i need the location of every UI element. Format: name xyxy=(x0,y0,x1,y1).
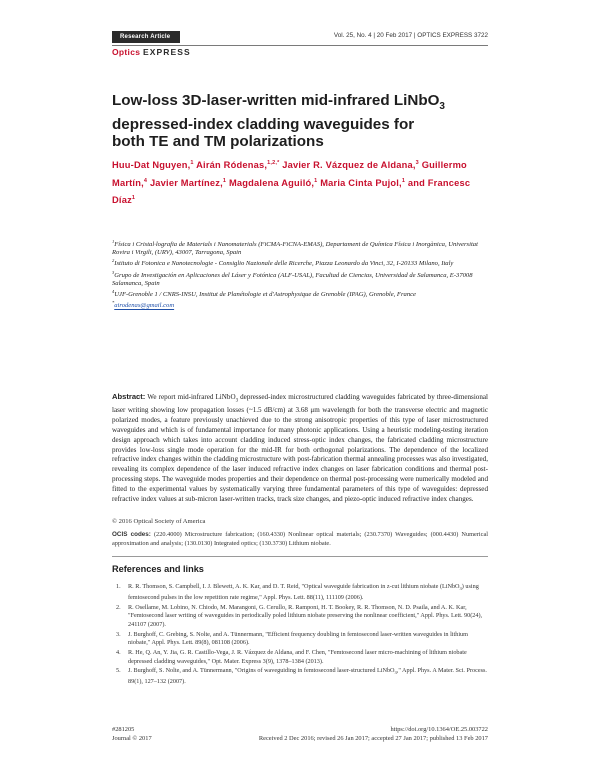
journal-logo xyxy=(112,47,191,57)
reference-text-continued: ," Appl. Phys. A Mater. Sci. Process. 89(1), 127–132 (2007). xyxy=(128,667,487,686)
reference-item xyxy=(112,583,488,602)
reference-subscript: 3 xyxy=(394,670,397,676)
header-rule xyxy=(112,45,488,46)
reference-text-continued: ) using femtosecond pulses in the low repetition rate regime," Appl. Phys. Lett. 88(11), 111109 (2006). xyxy=(128,583,479,601)
author: Magdalena Aguiló, xyxy=(228,177,315,188)
author: Huu-Dat Nguyen, xyxy=(112,160,191,171)
author-affiliation-mark: 1 xyxy=(222,177,227,184)
author-list xyxy=(112,156,488,209)
affiliation xyxy=(112,238,488,257)
reference-item xyxy=(112,604,488,630)
abstract xyxy=(112,392,488,505)
paper-title xyxy=(112,92,488,151)
ocis-codes xyxy=(112,531,488,548)
abstract-label: Abstract: xyxy=(112,392,146,401)
reference-number: 1. xyxy=(116,583,121,590)
journal-logo-express: EXPRESS xyxy=(142,47,191,57)
affiliation-mark: 3 xyxy=(112,269,115,275)
abstract-text-continued: depressed-index microstructured cladding waveguides fabricated by three-dimensional laser writing showing low propagation losses (~1.5 dB/cm) at 3.68 μm wavelength for both the transverse electric and magnetic polarized modes, a feature previously unachieved due to the strong anisotropic properties of this type of laser microstructured waveguides and which is of fundamental importance for many photonic applications. Using a heuristic modeling-testing iteration design approach which takes into account cladding induced stress-optic index changes, the fabricated cladding microstructure provides low-loss single mode operation for the mid-IR for both orthogonal polarizations. The dependence of the localized refractive index changes within the cladding microstructure with post-fabrication thermal annealing processes was also investigated, revealing its complex dependence of the laser induced refractive index changes on laser fabrication conditions and thermal post-processing steps. The waveguide modes properties and their dependence on thermal post-processing were numerically modeled and fitted to the experimental values by systematically varying three fundamental parameters of this type of waveguides: depressed refractive index values at sub-micron laser-written tracks, track size changes, and piezo-optic induced refractive index changes. xyxy=(112,393,489,503)
reference-text: R. He, Q. An, Y. Jia, G. R. Castillo-Vega, J. R. Vázquez de Aldana, and F. Chen, "Femtosecond laser micro-machining of lithium niobate depressed cladding waveguides," Opt. Mater. Express 3(9), 1378–1384 (2013). xyxy=(128,648,467,665)
author: and Francesc Díaz xyxy=(112,177,471,206)
footer-journal-year: Journal © 2017 xyxy=(112,735,152,742)
reference-text: R. R. Thomson, S. Campbell, I. J. Blewett, A. K. Kar, and D. T. Reid, "Optical waveguide fabrication in z-cut lithium niobate (LiNbO xyxy=(128,583,460,590)
footer-id: #281205 xyxy=(112,726,135,733)
affiliation-mark: 2 xyxy=(112,258,115,264)
author-affiliation-mark: 1 xyxy=(131,195,136,202)
affiliation xyxy=(112,288,488,299)
reference-item xyxy=(112,667,488,686)
author: Guillermo Martín, xyxy=(112,160,467,188)
author-affiliation-mark: 4 xyxy=(143,177,148,184)
references-heading: References and links xyxy=(112,564,204,574)
author-affiliation-mark: 1,2,* xyxy=(267,160,280,166)
reference-item xyxy=(112,631,488,648)
section-rule xyxy=(112,556,488,557)
reference-text: R. Osellame, M. Lobino, N. Chiodo, M. Marangoni, G. Cerullo, R. Ramponi, H. T. Bookey, R. R. Thomson, N. D. Psaila, and A. K. Kar, "Femtosecond laser writing of waveguides in periodically poled lithium niobate preserving the nonlinear coefficient," Appl. Phys. Lett. 90(24), 241107 (2007). xyxy=(128,603,483,628)
affiliation-text: Istituto di Fotonica e Nanotecnologie - Consiglio Nazionale delle Ricerche, Piazza Leonardo da Vinci, 32, I-20133 Milano, Italy xyxy=(114,260,454,268)
title-subscript: 3 xyxy=(439,101,445,113)
author: Javier Martínez, xyxy=(149,177,223,188)
author: Airán Ródenas, xyxy=(196,160,268,171)
reference-item xyxy=(112,649,488,666)
ocis-text: (220.4000) Microstructure fabrication; (160.4330) Nonlinear optical materials; (230.7370) Waveguides; (000.4430) Numerical approximation and analysis; (130.0130) Integrated optics; (130.3730) Lithium niobate. xyxy=(112,531,488,547)
author-affiliation-mark: 1 xyxy=(314,177,318,184)
copyright: © 2016 Optical Society of America xyxy=(112,518,206,525)
reference-number: 5. xyxy=(116,667,121,675)
article-type-badge: Research Article xyxy=(112,31,180,43)
title-line-3: both TE and TM polarizations xyxy=(112,133,324,151)
author: Maria Cinta Pujol, xyxy=(320,177,402,188)
reference-number: 2. xyxy=(116,603,121,611)
citation-line: Vol. 25, No. 4 | 20 Feb 2017 | OPTICS EXPRESS 3722 xyxy=(333,32,488,39)
reference-number: 4. xyxy=(116,648,121,656)
email-link[interactable]: airodenas@gmail.com xyxy=(114,302,175,310)
abstract-subscript: 3 xyxy=(235,398,239,404)
author: Javier R. Vázquez de Aldana, xyxy=(282,160,416,171)
author-affiliation-mark: 1 xyxy=(401,177,406,184)
references-list xyxy=(112,583,488,688)
affiliation xyxy=(112,269,488,288)
ocis-label: OCIS codes: xyxy=(112,531,151,538)
abstract-text: We report mid-infrared LiNbO xyxy=(145,393,236,401)
reference-subscript: 3 xyxy=(459,586,462,592)
corresponding-email xyxy=(112,299,488,310)
affiliation-text: Grupo de Investigación en Aplicaciones del Láser y Fotónica (ALF-USAL), Facultad de Ciencias, Universidad de Salamanca, E-37008 Salamanca, Spain xyxy=(112,271,473,287)
footer-dates: Received 2 Dec 2016; revised 26 Jan 2017; accepted 27 Jan 2017; published 13 Feb 2017 xyxy=(258,735,488,742)
header-bar xyxy=(112,31,488,43)
affiliation-text: UJF-Grenoble 1 / CNRS-INSU, Institut de Planétologie et d'Astrophysique de Grenoble (IPAG), Grenoble, France xyxy=(114,291,416,299)
reference-number: 3. xyxy=(116,630,121,638)
email-mark: * xyxy=(112,300,115,306)
affiliation-mark: 1 xyxy=(112,239,115,244)
affiliation xyxy=(112,257,488,268)
title-line-2: depressed-index cladding waveguides for xyxy=(112,115,415,133)
affiliation-mark: 4 xyxy=(112,289,115,295)
reference-text: J. Burghoff, S. Nolte, and A. Tünnermann, "Origins of waveguiding in femtosecond laser-structured LiNbO xyxy=(128,667,395,675)
affiliations xyxy=(112,238,488,311)
author-affiliation-mark: 1 xyxy=(190,160,194,166)
title-line-1: Low-loss 3D-laser-written mid-infrared LiNbO xyxy=(112,92,440,109)
affiliation-text: Física i Cristal·lografia de Materials i Nanomaterials (FiCMA-FiCNA-EMAS), Departament de Química Física i Inorgànica, Universitat Rovira i Virgili, (URV), 43007, Tarragona, Spain xyxy=(112,241,478,257)
author-affiliation-mark: 3 xyxy=(415,160,419,166)
reference-text: J. Burghoff, C. Grebing, S. Nolte, and A. Tünnermann, "Efficient frequency doubling in femtosecond laser-written waveguides in lithium niobate," Appl. Phys. Lett. 89(8), 081108 (2006). xyxy=(128,630,468,647)
journal-logo-optics: Optics xyxy=(112,47,141,57)
footer-doi[interactable]: https://doi.org/10.1364/OE.25.003722 xyxy=(390,726,488,733)
